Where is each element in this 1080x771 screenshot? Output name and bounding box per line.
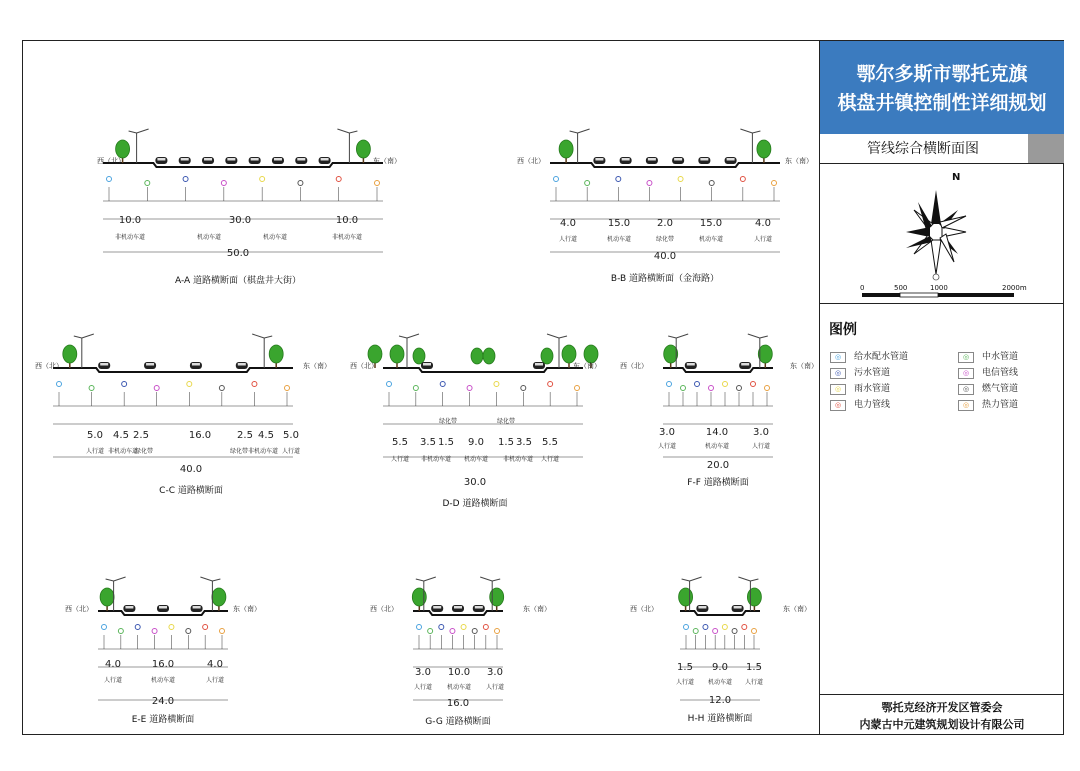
- pipe-marker-icon: [413, 386, 418, 391]
- lane-label-1: 人行道: [657, 443, 677, 450]
- width-seg-3: 3.0: [753, 427, 769, 438]
- legend-label: 污水管道: [854, 368, 891, 378]
- width-seg-1: 3.0: [415, 667, 431, 678]
- legend-swatch-icon: ◎: [830, 368, 846, 379]
- west-label: 西（北）: [620, 362, 648, 370]
- pipe-marker-icon: [122, 382, 127, 387]
- width-seg-4: 15.0: [699, 218, 723, 229]
- pipe-marker-icon: [375, 181, 380, 186]
- pipe-marker-icon: [450, 629, 455, 634]
- section-AA: [93, 71, 401, 286]
- street-lamp-arm: [752, 131, 760, 133]
- company-line-1: 鄂托克经济开发区管委会: [881, 701, 1003, 714]
- pipe-marker-icon: [440, 382, 445, 387]
- width-seg-2: 4.5: [113, 430, 129, 441]
- width-seg-3: 1.5: [746, 662, 762, 673]
- street-lamp-arm: [106, 579, 114, 581]
- section-title: A-A 道路横断面（棋盘井大街）: [174, 276, 302, 286]
- pipe-marker-icon: [732, 629, 737, 634]
- tree-icon: [471, 348, 483, 364]
- tree-icon: [584, 345, 598, 363]
- legend-swatch-icon: ◎: [830, 400, 846, 411]
- pipe-marker-icon: [737, 386, 742, 391]
- pipe-marker-icon: [765, 386, 770, 391]
- pipe-marker-icon: [135, 625, 140, 630]
- legend-label: 中水管道: [982, 352, 1019, 362]
- pipe-marker-icon: [667, 382, 672, 387]
- legend-label: 燃气管道: [982, 384, 1019, 394]
- lane-label-1: 人行道: [390, 456, 410, 463]
- scale-label-500: 500: [894, 284, 908, 292]
- pipe-marker-icon: [647, 181, 652, 186]
- legend-label: 电力管线: [854, 400, 891, 410]
- tree-icon: [757, 140, 771, 158]
- pipe-marker-icon: [89, 386, 94, 391]
- drawing-sheet: [22, 40, 1064, 735]
- lane-label-5: 人行道: [540, 456, 560, 463]
- company-line-2: 内蒙古中元建筑规划设计有限公司: [859, 718, 1025, 731]
- tree-icon: [269, 345, 283, 363]
- lane-label-2: 机动车道: [707, 679, 733, 686]
- pipe-marker-icon: [461, 625, 466, 630]
- car-window: [622, 158, 630, 161]
- project-title-line1: 鄂尔多斯市鄂托克旗: [856, 63, 1028, 85]
- car-window: [535, 363, 543, 366]
- street-lamp-arm: [200, 577, 212, 581]
- pipe-marker-icon: [495, 629, 500, 634]
- pipe-marker-icon: [252, 382, 257, 387]
- pipe-marker-icon: [285, 386, 290, 391]
- street-lamp-arm: [399, 336, 407, 338]
- lane-label-1: 人行道: [85, 448, 105, 455]
- width-seg-1: 5.5: [392, 437, 408, 448]
- pipe-marker-icon: [616, 177, 621, 182]
- pipe-marker-icon: [723, 382, 728, 387]
- tree-icon: [758, 345, 772, 363]
- lane-label-1: 非机动车道: [114, 234, 146, 241]
- section-title: C-C 道路横断面: [159, 486, 223, 496]
- pipe-marker-icon: [102, 625, 107, 630]
- street-lamp-arm: [407, 334, 419, 338]
- pipe-marker-icon: [751, 382, 756, 387]
- road-surface: [103, 163, 383, 167]
- car-window: [698, 606, 706, 609]
- lane-label-2: 机动车道: [704, 443, 730, 450]
- pipe-marker-icon: [709, 386, 714, 391]
- total-width: 24.0: [151, 696, 175, 707]
- street-lamp-arm: [578, 129, 590, 133]
- pipe-marker-icon: [183, 177, 188, 182]
- car-window: [193, 606, 201, 609]
- pipe-marker-icon: [709, 181, 714, 186]
- street-lamp-arm: [682, 579, 690, 581]
- scale-bar: [862, 293, 1014, 297]
- section-title: E-E 道路横断面: [131, 715, 195, 725]
- total-width: 40.0: [179, 464, 203, 475]
- tree-icon: [368, 345, 382, 363]
- width-seg-2: 15.0: [607, 218, 631, 229]
- company-box: [820, 694, 1064, 734]
- road-surface: [680, 611, 760, 615]
- pipe-marker-icon: [187, 382, 192, 387]
- pipe-marker-icon: [336, 177, 341, 182]
- pipe-marker-icon: [152, 629, 157, 634]
- width-seg-6: 4.5: [258, 430, 274, 441]
- street-lamp-arm: [547, 334, 559, 338]
- north-arrow-icon: [820, 164, 1064, 304]
- legend-swatch-icon: ◎: [958, 384, 974, 395]
- pipe-marker-icon: [521, 386, 526, 391]
- pipe-marker-icon: [472, 629, 477, 634]
- car-window: [321, 158, 329, 161]
- pipe-marker-icon: [548, 382, 553, 387]
- lane-label-3: 绿化带: [134, 448, 154, 455]
- car-window: [125, 606, 133, 609]
- lane-label-1: 人行道: [103, 677, 123, 684]
- car-window: [674, 158, 682, 161]
- section-title: F-F 道路横断面: [687, 478, 749, 488]
- road-surface: [53, 368, 293, 372]
- lane-label-1: 人行道: [675, 679, 695, 686]
- pipe-marker-icon: [684, 625, 689, 630]
- tree-icon: [390, 345, 404, 363]
- pipe-marker-icon: [722, 625, 727, 630]
- car-window: [700, 158, 708, 161]
- title-block: [819, 41, 1063, 734]
- pipe-marker-icon: [752, 629, 757, 634]
- street-lamp-arm: [212, 579, 220, 581]
- total-width: 12.0: [708, 695, 732, 706]
- pipe-marker-icon: [693, 629, 698, 634]
- car-window: [297, 158, 305, 161]
- car-window: [227, 158, 235, 161]
- legend-box: [820, 304, 1064, 694]
- lane-label-2: 机动车道: [446, 684, 472, 691]
- legend-swatch-icon: ◎: [958, 400, 974, 411]
- street-lamp-arm: [748, 334, 760, 338]
- pipe-marker-icon: [203, 625, 208, 630]
- car-window: [274, 158, 282, 161]
- lane-label-3: 人行道: [751, 443, 771, 450]
- width-seg-7: 5.5: [542, 437, 558, 448]
- legend-swatch-icon: ◎: [958, 368, 974, 379]
- pipe-marker-icon: [298, 181, 303, 186]
- street-lamp-arm: [492, 579, 500, 581]
- lane-label-4: 绿化带: [229, 448, 249, 455]
- lane-label-3: 人行道: [205, 677, 225, 684]
- lane-label-3: 人行道: [485, 684, 505, 691]
- lane-label-3: 机动车道: [463, 456, 489, 463]
- width-seg-3: 2.0: [657, 218, 673, 229]
- street-lamp-arm: [82, 334, 94, 338]
- car-window: [687, 363, 695, 366]
- street-lamp-arm: [424, 577, 436, 581]
- median-label-1: 绿化带: [438, 418, 458, 425]
- pipe-marker-icon: [118, 629, 123, 634]
- lane-label-2: 机动车道: [606, 236, 632, 243]
- street-lamp-arm: [337, 129, 349, 133]
- tree-icon: [747, 588, 761, 606]
- tree-icon: [356, 140, 370, 158]
- section-title: D-D 道路横断面: [442, 499, 508, 509]
- car-window: [157, 158, 165, 161]
- lane-label-1: 人行道: [413, 684, 433, 691]
- car-window: [181, 158, 189, 161]
- section-title: H-H 道路横断面: [687, 714, 753, 724]
- width-seg-1: 1.5: [677, 662, 693, 673]
- pipe-marker-icon: [57, 382, 62, 387]
- east-label: 东（南）: [233, 605, 261, 613]
- east-label: 东（南）: [373, 157, 401, 165]
- car-window: [734, 606, 742, 609]
- pipe-marker-icon: [695, 382, 700, 387]
- width-seg-4: 16.0: [188, 430, 212, 441]
- legend-label: 给水配水管道: [854, 352, 909, 362]
- tree-icon: [664, 345, 678, 363]
- tree-icon: [413, 348, 425, 364]
- car-window: [648, 158, 656, 161]
- tree-icon: [100, 588, 114, 606]
- project-title-banner: [820, 41, 1064, 134]
- width-seg-2: 3.5: [420, 437, 436, 448]
- width-seg-3: 3.0: [487, 667, 503, 678]
- pipe-marker-icon: [713, 629, 718, 634]
- west-label: 西（北）: [350, 362, 378, 370]
- east-label: 东（南）: [783, 605, 811, 613]
- width-seg-4: 9.0: [468, 437, 484, 448]
- pipe-marker-icon: [681, 386, 686, 391]
- section-DD: [348, 321, 603, 509]
- lane-label-4: 非机动车道: [331, 234, 363, 241]
- width-seg-6: 3.5: [516, 437, 532, 448]
- pipe-marker-icon: [494, 382, 499, 387]
- street-lamp-arm: [129, 131, 137, 133]
- section-EE: [63, 571, 263, 736]
- street-lamp-arm: [349, 131, 357, 133]
- width-seg-7: 5.0: [283, 430, 299, 441]
- north-label: N: [952, 172, 961, 183]
- legend-swatch-icon: ◎: [830, 352, 846, 363]
- car-window: [251, 158, 259, 161]
- pipe-marker-icon: [186, 629, 191, 634]
- lane-label-5: 非机动车道: [247, 448, 279, 455]
- total-width: 40.0: [653, 251, 677, 262]
- sheet-title: 管线综合横断面图: [867, 141, 979, 157]
- width-seg-1: 3.0: [659, 427, 675, 438]
- car-window: [741, 363, 749, 366]
- pipe-marker-icon: [483, 625, 488, 630]
- pipe-marker-icon: [145, 181, 150, 186]
- car-window: [192, 363, 200, 366]
- pipe-marker-icon: [107, 177, 112, 182]
- lane-label-3: 机动车道: [262, 234, 288, 241]
- street-lamp-arm: [264, 336, 272, 338]
- total-width: 16.0: [446, 698, 470, 709]
- street-lamp-arm: [740, 129, 752, 133]
- total-width: 20.0: [706, 460, 730, 471]
- legend-swatch-icon: ◎: [830, 384, 846, 395]
- street-lamp-arm: [559, 336, 567, 338]
- pipe-marker-icon: [575, 386, 580, 391]
- legend-label: 热力管道: [982, 400, 1019, 410]
- tree-icon: [562, 345, 576, 363]
- pipe-marker-icon: [220, 629, 225, 634]
- street-lamp-arm: [676, 334, 688, 338]
- pipe-marker-icon: [439, 625, 444, 630]
- street-lamp-arm: [570, 131, 578, 133]
- pipe-marker-icon: [554, 177, 559, 182]
- street-lamp-arm: [750, 579, 758, 581]
- street-lamp-arm: [74, 336, 82, 338]
- lane-label-1: 人行道: [558, 236, 578, 243]
- street-lamp-arm: [668, 336, 676, 338]
- width-seg-3: 2.5: [133, 430, 149, 441]
- west-label: 西（北）: [97, 157, 125, 165]
- pipe-marker-icon: [154, 386, 159, 391]
- east-label: 东（南）: [523, 605, 551, 613]
- section-HH: [628, 571, 811, 736]
- pipe-marker-icon: [387, 382, 392, 387]
- lane-label-3: 绿化带: [655, 236, 675, 243]
- pipe-marker-icon: [585, 181, 590, 186]
- scale-label-0: 0: [860, 284, 865, 292]
- width-seg-2: 14.0: [705, 427, 729, 438]
- project-title-line2: 棋盘井镇控制性详细规划: [837, 92, 1047, 114]
- lane-label-6: 人行道: [281, 448, 301, 455]
- tree-icon: [541, 348, 553, 364]
- section-FF: [618, 321, 818, 496]
- width-seg-1: 10.0: [118, 215, 142, 226]
- lane-label-2: 机动车道: [196, 234, 222, 241]
- width-seg-3: 1.5: [438, 437, 454, 448]
- street-lamp-arm: [480, 577, 492, 581]
- road-surface: [383, 368, 583, 372]
- compass-box: [820, 164, 1064, 304]
- width-seg-5: 4.0: [755, 218, 771, 229]
- width-seg-1: 4.0: [105, 659, 121, 670]
- total-width: 50.0: [226, 248, 250, 259]
- street-lamp-arm: [114, 577, 126, 581]
- scale-label-2000: 2000m: [1002, 284, 1027, 292]
- east-label: 东（南）: [303, 362, 331, 370]
- street-lamp-arm: [738, 577, 750, 581]
- pipe-marker-icon: [428, 629, 433, 634]
- lane-label-2: 非机动车道: [420, 456, 452, 463]
- sheet-title-row: [820, 134, 1064, 164]
- width-seg-2: 10.0: [447, 667, 471, 678]
- pipe-marker-icon: [703, 625, 708, 630]
- car-window: [238, 363, 246, 366]
- width-seg-1: 5.0: [87, 430, 103, 441]
- section-title: B-B 道路横断面（金海路）: [610, 274, 720, 284]
- street-lamp-arm: [252, 334, 264, 338]
- road-surface: [663, 368, 773, 372]
- width-seg-2: 30.0: [228, 215, 252, 226]
- tree-icon: [212, 588, 226, 606]
- pipe-marker-icon: [219, 386, 224, 391]
- west-label: 西（北）: [517, 157, 545, 165]
- pipe-marker-icon: [221, 181, 226, 186]
- width-seg-3: 4.0: [207, 659, 223, 670]
- west-label: 西（北）: [65, 605, 93, 613]
- west-label: 西（北）: [35, 362, 63, 370]
- road-surface: [550, 163, 780, 167]
- tree-icon: [559, 140, 573, 158]
- section-GG: [368, 571, 551, 736]
- lane-label-2: 机动车道: [150, 677, 176, 684]
- pipe-marker-icon: [740, 177, 745, 182]
- lane-label-4: 机动车道: [698, 236, 724, 243]
- car-window: [423, 363, 431, 366]
- sheet-title-marker: [1028, 134, 1064, 163]
- car-window: [595, 158, 603, 161]
- legend-label: 电信管线: [982, 368, 1019, 378]
- car-window: [100, 363, 108, 366]
- tree-icon: [63, 345, 77, 363]
- pipe-marker-icon: [260, 177, 265, 182]
- section-CC: [33, 321, 333, 496]
- car-window: [159, 606, 167, 609]
- street-lamp-arm: [416, 579, 424, 581]
- street-lamp-arm: [690, 577, 702, 581]
- car-window: [204, 158, 212, 161]
- width-seg-1: 4.0: [560, 218, 576, 229]
- street-lamp-arm: [137, 129, 149, 133]
- median-label-2: 绿化带: [496, 418, 516, 425]
- total-width: 30.0: [463, 477, 487, 488]
- section-BB: [515, 71, 813, 286]
- width-seg-3: 10.0: [335, 215, 359, 226]
- car-window: [454, 606, 462, 609]
- east-label: 东（南）: [785, 157, 813, 165]
- lane-label-3: 人行道: [744, 679, 764, 686]
- pipe-marker-icon: [169, 625, 174, 630]
- width-seg-2: 16.0: [151, 659, 175, 670]
- lane-label-4: 非机动车道: [502, 456, 534, 463]
- street-lamp-arm: [760, 336, 768, 338]
- west-label: 西（北）: [630, 605, 658, 613]
- tree-icon: [483, 348, 495, 364]
- car-window: [433, 606, 441, 609]
- width-seg-5: 2.5: [237, 430, 253, 441]
- car-window: [146, 363, 154, 366]
- pipe-marker-icon: [742, 625, 747, 630]
- lane-label-2: 非机动车道: [107, 448, 139, 455]
- pipe-marker-icon: [678, 177, 683, 182]
- lane-label-5: 人行道: [753, 236, 773, 243]
- legend-label: 雨水管道: [854, 384, 891, 394]
- scale-label-1000: 1000: [930, 284, 948, 292]
- pipe-marker-icon: [417, 625, 422, 630]
- pipe-marker-icon: [467, 386, 472, 391]
- pipe-marker-icon: [772, 181, 777, 186]
- car-window: [475, 606, 483, 609]
- east-label: 东（南）: [573, 362, 601, 370]
- drawing-area: [23, 41, 819, 734]
- east-label: 东（南）: [790, 362, 818, 370]
- width-seg-2: 9.0: [712, 662, 728, 673]
- legend-swatch-icon: ◎: [958, 352, 974, 363]
- west-label: 西（北）: [370, 605, 398, 613]
- width-seg-5: 1.5: [498, 437, 514, 448]
- section-title: G-G 道路横断面: [425, 717, 491, 727]
- legend-title: 图例: [829, 322, 857, 338]
- tree-icon: [116, 140, 130, 158]
- tree-icon: [679, 588, 693, 606]
- car-window: [727, 158, 735, 161]
